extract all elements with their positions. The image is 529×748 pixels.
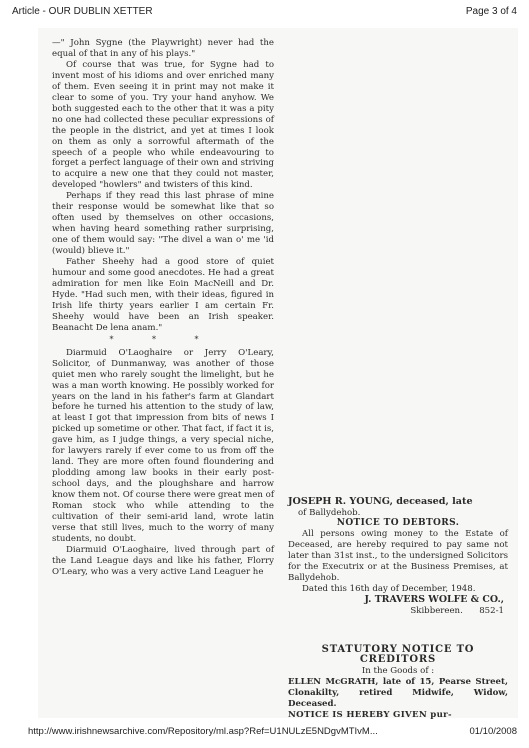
print-date: 01/10/2008 [469, 726, 517, 737]
page-header [12, 6, 517, 20]
article-column [52, 38, 274, 578]
creditors-notice [288, 645, 508, 721]
solicitor-signature: J. TRAVERS WOLFE & CO., [364, 593, 504, 605]
article-paragraph: Diarmuid O'Laoghaire, lived through part of the Land League days and like his father, Florry O'Leary, who was a very active Land Leaguer he [52, 544, 274, 577]
section-separator: * * * [109, 334, 217, 344]
source-url: http://www.irishnewsarchive.com/Repository/ml.asp?Ref=U1NULzE5NDgvMTIvM... [28, 726, 378, 737]
notice-body: All persons owing money to the Estate of Deceased, are hereby required to pay same not later than 31st inst., to the undersigned Solicitors for the Executrix or at the Business Premises, at Ballydehob. [288, 529, 508, 583]
signature-place: Skibbereen. [410, 605, 463, 616]
notice-start: NOTICE IS HEREBY GIVEN pur- [288, 710, 452, 720]
notice-dated: Dated this 16th day of December, 1948. [302, 583, 476, 594]
article-paragraph: Perhaps if they read this last phrase of mine their response would be somewhat like that so often used by themselves on other occasions, when having heard something rather surprising, one of them would say: "The divel a wan o' me 'id (would) blieve it." [52, 191, 274, 257]
notices-column [288, 496, 508, 721]
deceased-name: JOSEPH R. YOUNG, deceased, late [288, 496, 473, 507]
page-footer [28, 726, 517, 740]
article-paragraph: Of course that was true, for Sygne had to invent most of his idioms and over enriched many of them. Even seeing it in print may not make it clear to some of you. Try your hand anyhow. We both suggested each to the other that it was a pity no one had collected these peculiar expressions of the people in the district, and yet at times I look on them as only a sorrowful aftermath of the speech of a people who while endeavouring to forget a perfect language of their own and striving to acquire a new one that they could not master, developed "howlers" and twisters of this kind. [52, 59, 274, 191]
article-title: Article - OUR DUBLIN XETTER [12, 6, 153, 17]
debtors-notice [288, 496, 508, 617]
deceased-address: of Ballydehob. [298, 507, 361, 518]
article-paragraph: Diarmuid O'Laoghaire or Jerry O'Leary, Solicitor, of Dunmanway, was another of those quiet men who rarely sought the limelight, but he was a man worth knowing. He possibly worked for years on the land in his father's farm at Glandart before he turned his attention to the study of law, at least I got that impression from bits of news I picked up sometime or other. That fact, if fact it is, gave him, as I judge things, a very special niche, for lawyers rarely if ever come to us from off the land. They are more often found floundering and plodding among law books in their early post-school days, and the ploughshare and harrow know them not. Of course there were great men of Roman stock who while attending to the cultivation of their semi-arid land, wrote latin verse that still lives, much to the worry of many students, no doubt. [52, 347, 274, 544]
notice-title-2: CREDITORS [359, 654, 437, 666]
newspaper-scan [38, 28, 518, 718]
article-paragraph: Father Sheehy had a good store of quiet humour and some good anecdotes. He had a great admiration for men like Eoin MacNeill and Dr. Hyde. "Had such men, with their ideas, figured in Irish life thirty years earlier I am certain Fr. Sheehy would have been an Irish speaker. Beanacht De lena anam." [52, 257, 274, 333]
deceased-details: ELLEN McGRATH, late of 15, Pearse Street, Clonakilty, retired Midwife, Widow, Deceased. [288, 677, 508, 710]
solicitor-place [288, 606, 508, 617]
goods-of: In the Goods of : [361, 666, 435, 677]
notice-title: NOTICE TO DEBTORS. [336, 518, 460, 529]
page-number: Page 3 of 4 [465, 6, 517, 17]
notice-ref: 852-1 [479, 605, 504, 616]
article-paragraph: —" John Sygne (the Playwright) never had the equal of that in any of his plays." [52, 38, 274, 59]
notice-title: STATUTORY NOTICE TO [321, 643, 475, 655]
